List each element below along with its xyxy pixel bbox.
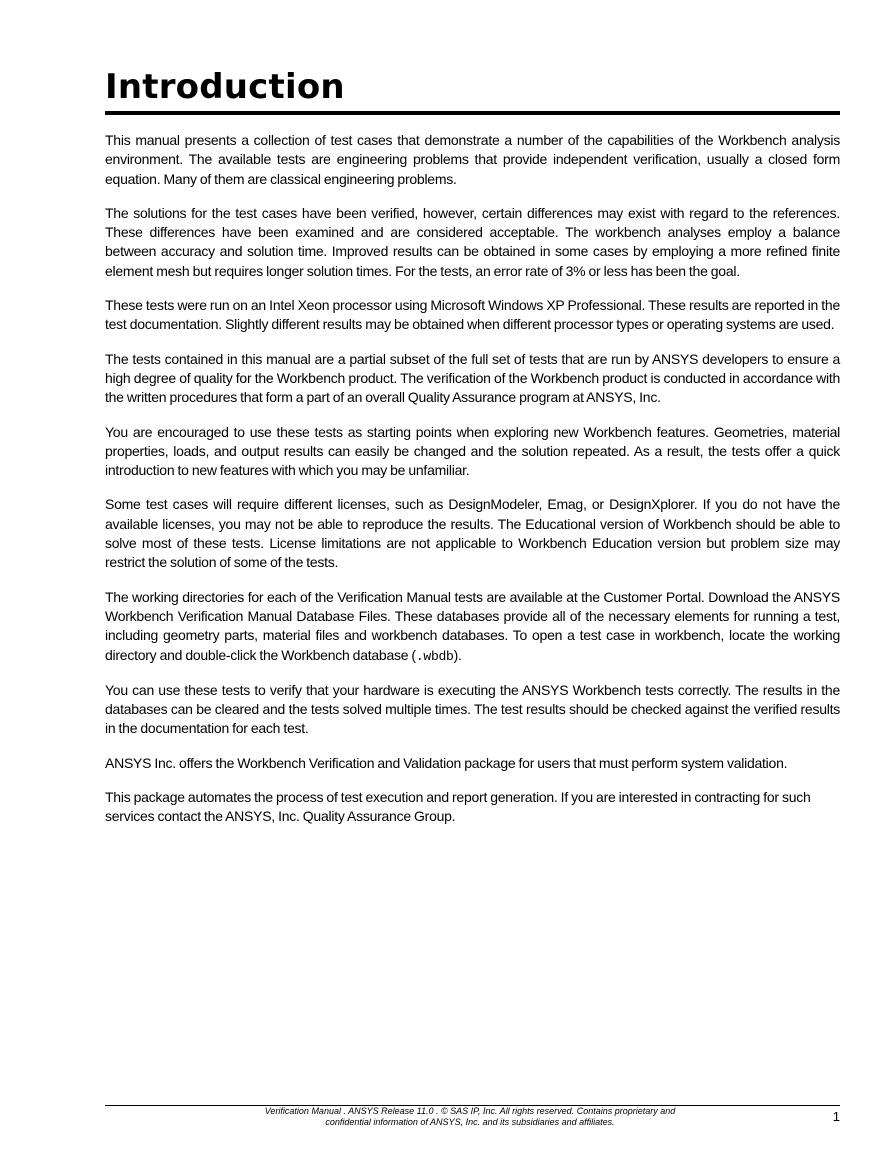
- paragraph-starting-points: You are encouraged to use these tests as starting points when exploring new Workbench features. Geometries, material properties, loads, and output results can easily be changed and the solution repeated. As a result, the tests offer a quick introduction to new features with which you may be unfamiliar.: [105, 423, 840, 479]
- paragraph-contact: This package automates the process of test execution and report generation. If you are interested in contracting for such services contact the ANSYS, Inc. Quality Assurance Group.: [105, 789, 811, 825]
- footer-line-2: confidential information of ANSYS, Inc. and its subsidiaries and affiliates.: [325, 1117, 615, 1127]
- working-dir-text: The working directories for each of the Verification Manual tests are available at the Customer Portal. Download the ANSYS Workbench Verification Manual Database Files. These databases provide all of the necessary elements for running a test, including geometry parts, material files and workbench databases. To open a test case in workbench, locate the working directory and double-click the Workbench database (: [105, 588, 840, 663]
- paragraph-overview: This manual presents a collection of test cases that demonstrate a number of the capabilities of the Workbench analysis environment. The available tests are engineering problems that provide independent verification, usually a closed form equation. Many of them are classical engineering problems.: [105, 132, 840, 187]
- paragraph-validation-package: ANSYS Inc. offers the Workbench Verification and Validation package for users that must perform system validation.: [105, 754, 788, 771]
- footer-copyright: [150, 1106, 790, 1128]
- paragraph-hardware-check: You can use these tests to verify that your hardware is executing the ANSYS Workbench tests correctly. The results in the databases can be cleared and the tests solved multiple times. The test results should be checked against the verified results in the documentation for each test.: [105, 681, 840, 737]
- file-extension-code: .wbdb: [415, 648, 454, 664]
- paragraph-verification: The solutions for the test cases have been verified, however, certain differences may exist with regard to the references. These differences have been examined and are considered acceptable. The workbench analyses employ a balance between accuracy and solution time. Improved results can be obtained in some cases by employing a more refined finite element mesh but requires longer solution times. For the tests, an error rate of 3% or less has been the goal.: [105, 204, 840, 279]
- page-number: 1: [832, 1109, 840, 1124]
- working-dir-text-end: ).: [453, 646, 462, 663]
- title-underline: [105, 111, 840, 115]
- page-title: Introduction: [105, 67, 345, 107]
- paragraph-test-platform: These tests were run on an Intel Xeon processor using Microsoft Windows XP Professional. These results are reported in the test documentation. Slightly different results may be obtained when different processor types or operating systems are used.: [105, 297, 840, 333]
- paragraph-working-directories: [105, 588, 840, 666]
- body-text: [105, 131, 840, 842]
- paragraph-quality: The tests contained in this manual are a partial subset of the full set of tests that are run by ANSYS developers to ensure a high degree of quality for the Workbench product. The verification of the Workbench product is conducted in accordance with the written procedures that form a part of an overall Quality Assurance program at ANSYS, Inc.: [105, 350, 840, 406]
- footer-line-1: Verification Manual . ANSYS Release 11.0 . © SAS IP, Inc. All rights reserved. Contains proprietary and: [264, 1106, 676, 1116]
- paragraph-licenses: Some test cases will require different licenses, such as DesignModeler, Emag, or DesignXplorer. If you do not have the available licenses, you may not be able to reproduce the results. The Educational version of Workbench should be able to solve most of these tests. License limitations are not applicable to Workbench Education version but problem size may restrict the solution of some of the tests.: [105, 496, 840, 571]
